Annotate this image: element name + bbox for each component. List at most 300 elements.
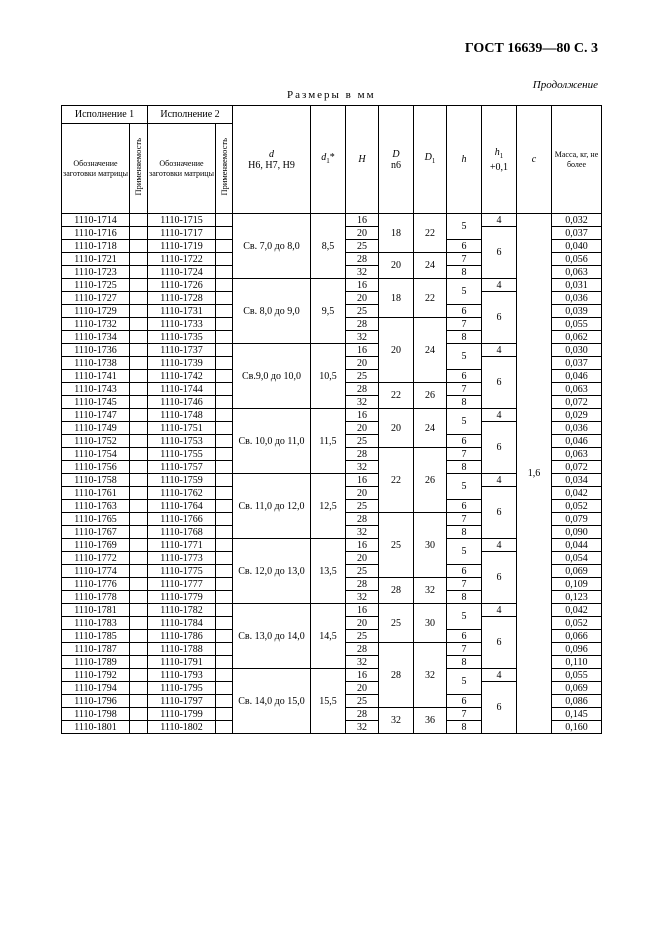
H-value: 28	[346, 448, 379, 461]
h-value: 6	[447, 305, 482, 318]
D1-value: 24	[414, 318, 447, 383]
h-value: 8	[447, 591, 482, 604]
applicability-1	[130, 578, 148, 591]
h-value: 7	[447, 383, 482, 396]
D1-value: 22	[414, 214, 447, 253]
applicability-2	[216, 656, 233, 669]
designation-1: 1110-1796	[62, 695, 130, 708]
designation-1: 1110-1761	[62, 487, 130, 500]
designation-header-2: Обозначение заготовки матрицы	[148, 124, 216, 214]
mass-value: 0,052	[552, 617, 602, 630]
designation-2: 1110-1764	[148, 500, 216, 513]
d1-value: 9,5	[311, 279, 346, 344]
table-body	[62, 214, 602, 734]
H-value: 20	[346, 682, 379, 695]
variant2-header: Исполнение 2	[148, 106, 233, 124]
applicability-2	[216, 409, 233, 422]
designation-2: 1110-1775	[148, 565, 216, 578]
designation-1: 1110-1787	[62, 643, 130, 656]
h-value: 6	[447, 695, 482, 708]
applicability-1	[130, 344, 148, 357]
applicability-1	[130, 318, 148, 331]
designation-2: 1110-1742	[148, 370, 216, 383]
h1-value: 4	[482, 344, 517, 357]
mass-value: 0,034	[552, 474, 602, 487]
designation-1: 1110-1747	[62, 409, 130, 422]
designation-2: 1110-1779	[148, 591, 216, 604]
h-value: 5	[447, 604, 482, 630]
h-value: 8	[447, 526, 482, 539]
H-value: 25	[346, 435, 379, 448]
designation-1: 1110-1738	[62, 357, 130, 370]
applicability-1	[130, 565, 148, 578]
D-value: 20	[379, 318, 414, 383]
designation-2: 1110-1731	[148, 305, 216, 318]
applicability-2	[216, 383, 233, 396]
applicability-2	[216, 422, 233, 435]
designation-2: 1110-1748	[148, 409, 216, 422]
designation-2: 1110-1799	[148, 708, 216, 721]
d1-value: 13,5	[311, 539, 346, 604]
h-value: 5	[447, 214, 482, 240]
H-value: 25	[346, 565, 379, 578]
mass-value: 0,063	[552, 383, 602, 396]
D1-value: 32	[414, 578, 447, 604]
designation-2: 1110-1791	[148, 656, 216, 669]
applicability-2	[216, 227, 233, 240]
applicability-2	[216, 695, 233, 708]
H-value: 32	[346, 721, 379, 734]
H-value: 16	[346, 604, 379, 617]
h-value: 5	[447, 474, 482, 500]
h-value: 6	[447, 370, 482, 383]
h-header: h	[447, 106, 482, 214]
designation-1: 1110-1763	[62, 500, 130, 513]
h-value: 6	[447, 435, 482, 448]
applicability-2	[216, 331, 233, 344]
H-value: 32	[346, 266, 379, 279]
applicability-1	[130, 357, 148, 370]
D-value: 25	[379, 604, 414, 643]
designation-2: 1110-1753	[148, 435, 216, 448]
D1-value: 30	[414, 513, 447, 578]
h1-value: 6	[482, 682, 517, 734]
h-value: 5	[447, 279, 482, 305]
designation-1: 1110-1743	[62, 383, 130, 396]
designation-2: 1110-1793	[148, 669, 216, 682]
applicability-1	[130, 461, 148, 474]
H-value: 20	[346, 422, 379, 435]
mass-value: 0,063	[552, 266, 602, 279]
mass-value: 0,123	[552, 591, 602, 604]
applicability-1	[130, 279, 148, 292]
h-value: 7	[447, 253, 482, 266]
applicability-1	[130, 604, 148, 617]
applicability-1	[130, 292, 148, 305]
h1-value: 6	[482, 617, 517, 669]
designation-2: 1110-1773	[148, 552, 216, 565]
d1-value: 8,5	[311, 214, 346, 279]
D1-value: 36	[414, 708, 447, 734]
h-value: 7	[447, 448, 482, 461]
H-value: 32	[346, 331, 379, 344]
applicability-1	[130, 448, 148, 461]
designation-2: 1110-1746	[148, 396, 216, 409]
mass-value: 0,055	[552, 669, 602, 682]
H-value: 28	[346, 253, 379, 266]
table-caption: Размеры в мм	[287, 89, 376, 101]
h-value: 8	[447, 266, 482, 279]
designation-1: 1110-1772	[62, 552, 130, 565]
mass-value: 0,044	[552, 539, 602, 552]
h1-value: 6	[482, 227, 517, 279]
D-value: 28	[379, 578, 414, 604]
mass-header: Масса, кг, не более	[552, 106, 602, 214]
D-value: 22	[379, 383, 414, 409]
designation-2: 1110-1724	[148, 266, 216, 279]
applicability-1	[130, 409, 148, 422]
H-value: 16	[346, 474, 379, 487]
designation-1: 1110-1792	[62, 669, 130, 682]
table-row	[62, 214, 602, 227]
d-range: Св. 7,0 до 8,0	[233, 214, 311, 279]
designation-2: 1110-1717	[148, 227, 216, 240]
designation-1: 1110-1727	[62, 292, 130, 305]
designation-1: 1110-1725	[62, 279, 130, 292]
H-value: 25	[346, 500, 379, 513]
d-header: d H6, H7, H9	[233, 106, 311, 214]
H-value: 32	[346, 656, 379, 669]
applicability-2	[216, 305, 233, 318]
applicability-2	[216, 396, 233, 409]
applicability-1	[130, 240, 148, 253]
H-value: 32	[346, 396, 379, 409]
designation-1: 1110-1716	[62, 227, 130, 240]
H-value: 25	[346, 240, 379, 253]
applicability-2	[216, 630, 233, 643]
designation-2: 1110-1797	[148, 695, 216, 708]
H-value: 28	[346, 708, 379, 721]
mass-value: 0,032	[552, 214, 602, 227]
applicability-2	[216, 292, 233, 305]
mass-value: 0,042	[552, 604, 602, 617]
applicability-header-2: Применяемость	[216, 124, 233, 214]
applicability-2	[216, 669, 233, 682]
designation-1: 1110-1723	[62, 266, 130, 279]
h-value: 8	[447, 396, 482, 409]
designation-1: 1110-1783	[62, 617, 130, 630]
dimensions-table	[61, 105, 602, 734]
H-value: 25	[346, 695, 379, 708]
h-value: 8	[447, 721, 482, 734]
applicability-2	[216, 500, 233, 513]
designation-1: 1110-1736	[62, 344, 130, 357]
designation-2: 1110-1788	[148, 643, 216, 656]
H-value: 28	[346, 643, 379, 656]
h1-value: 4	[482, 539, 517, 552]
applicability-2	[216, 461, 233, 474]
applicability-1	[130, 526, 148, 539]
designation-2: 1110-1762	[148, 487, 216, 500]
H-value: 20	[346, 357, 379, 370]
D1-header: $D_1$	[414, 106, 447, 214]
applicability-2	[216, 552, 233, 565]
H-value: 20	[346, 552, 379, 565]
designation-2: 1110-1737	[148, 344, 216, 357]
mass-value: 0,046	[552, 370, 602, 383]
d-range: Св. 12,0 до 13,0	[233, 539, 311, 604]
H-value: 32	[346, 591, 379, 604]
H-value: 28	[346, 513, 379, 526]
designation-1: 1110-1774	[62, 565, 130, 578]
applicability-2	[216, 266, 233, 279]
h1-value: 6	[482, 487, 517, 539]
h-value: 5	[447, 539, 482, 565]
applicability-2	[216, 240, 233, 253]
designation-1: 1110-1754	[62, 448, 130, 461]
D-value: 18	[379, 279, 414, 318]
applicability-1	[130, 214, 148, 227]
h-value: 8	[447, 461, 482, 474]
h1-value: 6	[482, 422, 517, 474]
mass-value: 0,039	[552, 305, 602, 318]
d-range: Св. 14,0 до 15,0	[233, 669, 311, 734]
H-header: H	[346, 106, 379, 214]
applicability-2	[216, 279, 233, 292]
designation-header-1: Обозначение заготовки матрицы	[62, 124, 130, 214]
applicability-1	[130, 435, 148, 448]
designation-2: 1110-1755	[148, 448, 216, 461]
designation-1: 1110-1721	[62, 253, 130, 266]
H-value: 20	[346, 487, 379, 500]
d1-value: 11,5	[311, 409, 346, 474]
h-value: 6	[447, 565, 482, 578]
designation-1: 1110-1732	[62, 318, 130, 331]
h-value: 6	[447, 240, 482, 253]
applicability-2	[216, 214, 233, 227]
D-value: 32	[379, 708, 414, 734]
designation-2: 1110-1766	[148, 513, 216, 526]
mass-value: 0,096	[552, 643, 602, 656]
mass-value: 0,036	[552, 292, 602, 305]
designation-1: 1110-1714	[62, 214, 130, 227]
applicability-1	[130, 500, 148, 513]
H-value: 16	[346, 669, 379, 682]
H-value: 20	[346, 292, 379, 305]
applicability-2	[216, 617, 233, 630]
applicability-1	[130, 656, 148, 669]
applicability-1	[130, 422, 148, 435]
D-value: 20	[379, 253, 414, 279]
mass-value: 0,086	[552, 695, 602, 708]
mass-value: 0,062	[552, 331, 602, 344]
H-value: 16	[346, 279, 379, 292]
h1-value: 4	[482, 604, 517, 617]
applicability-1	[130, 396, 148, 409]
mass-value: 0,040	[552, 240, 602, 253]
applicability-1	[130, 539, 148, 552]
applicability-1	[130, 552, 148, 565]
designation-1: 1110-1794	[62, 682, 130, 695]
d-range: Св. 11,0 до 12,0	[233, 474, 311, 539]
designation-1: 1110-1781	[62, 604, 130, 617]
designation-1: 1110-1798	[62, 708, 130, 721]
applicability-1	[130, 643, 148, 656]
mass-value: 0,030	[552, 344, 602, 357]
designation-1: 1110-1758	[62, 474, 130, 487]
designation-1: 1110-1789	[62, 656, 130, 669]
h-value: 7	[447, 513, 482, 526]
d1-value: 14,5	[311, 604, 346, 669]
mass-value: 0,046	[552, 435, 602, 448]
d-range: Св. 10,0 до 11,0	[233, 409, 311, 474]
D1-value: 32	[414, 643, 447, 708]
designation-2: 1110-1728	[148, 292, 216, 305]
d1-header: $d_1*$	[311, 106, 346, 214]
H-value: 16	[346, 214, 379, 227]
H-value: 16	[346, 539, 379, 552]
mass-value: 0,109	[552, 578, 602, 591]
D-value: 22	[379, 448, 414, 513]
D1-value: 30	[414, 604, 447, 643]
designation-2: 1110-1786	[148, 630, 216, 643]
mass-value: 0,055	[552, 318, 602, 331]
applicability-2	[216, 474, 233, 487]
designation-2: 1110-1784	[148, 617, 216, 630]
applicability-2	[216, 643, 233, 656]
h-value: 8	[447, 331, 482, 344]
mass-value: 0,029	[552, 409, 602, 422]
H-value: 20	[346, 617, 379, 630]
h1-value: 4	[482, 669, 517, 682]
mass-value: 0,036	[552, 422, 602, 435]
applicability-2	[216, 318, 233, 331]
designation-1: 1110-1778	[62, 591, 130, 604]
applicability-1	[130, 721, 148, 734]
variant1-header: Исполнение 1	[62, 106, 148, 124]
d-range: Св. 13,0 до 14,0	[233, 604, 311, 669]
designation-1: 1110-1785	[62, 630, 130, 643]
designation-1: 1110-1776	[62, 578, 130, 591]
d1-value: 12,5	[311, 474, 346, 539]
document-reference: ГОСТ 16639—80 С. 3	[464, 41, 598, 56]
h-value: 6	[447, 500, 482, 513]
designation-1: 1110-1729	[62, 305, 130, 318]
designation-1: 1110-1769	[62, 539, 130, 552]
mass-value: 0,042	[552, 487, 602, 500]
mass-value: 0,052	[552, 500, 602, 513]
H-value: 16	[346, 344, 379, 357]
H-value: 16	[346, 409, 379, 422]
mass-value: 0,066	[552, 630, 602, 643]
mass-value: 0,145	[552, 708, 602, 721]
h1-header: $h_1$ +0,1	[482, 106, 517, 214]
H-value: 32	[346, 461, 379, 474]
designation-2: 1110-1733	[148, 318, 216, 331]
designation-2: 1110-1744	[148, 383, 216, 396]
applicability-1	[130, 253, 148, 266]
applicability-1	[130, 695, 148, 708]
applicability-1	[130, 383, 148, 396]
H-value: 28	[346, 578, 379, 591]
D-value: 25	[379, 513, 414, 578]
D1-value: 24	[414, 409, 447, 448]
applicability-2	[216, 513, 233, 526]
designation-1: 1110-1756	[62, 461, 130, 474]
designation-2: 1110-1795	[148, 682, 216, 695]
applicability-1	[130, 331, 148, 344]
mass-value: 0,072	[552, 461, 602, 474]
designation-1: 1110-1745	[62, 396, 130, 409]
designation-1: 1110-1749	[62, 422, 130, 435]
designation-1: 1110-1752	[62, 435, 130, 448]
mass-value: 0,110	[552, 656, 602, 669]
designation-1: 1110-1765	[62, 513, 130, 526]
h1-value: 4	[482, 409, 517, 422]
applicability-1	[130, 669, 148, 682]
designation-2: 1110-1759	[148, 474, 216, 487]
d-range: Св. 8,0 до 9,0	[233, 279, 311, 344]
applicability-1	[130, 682, 148, 695]
designation-2: 1110-1726	[148, 279, 216, 292]
h-value: 5	[447, 344, 482, 370]
mass-value: 0,037	[552, 227, 602, 240]
designation-2: 1110-1722	[148, 253, 216, 266]
designation-1: 1110-1734	[62, 331, 130, 344]
applicability-1	[130, 370, 148, 383]
designation-1: 1110-1801	[62, 721, 130, 734]
designation-1: 1110-1718	[62, 240, 130, 253]
designation-1: 1110-1767	[62, 526, 130, 539]
applicability-1	[130, 474, 148, 487]
applicability-2	[216, 370, 233, 383]
mass-value: 0,072	[552, 396, 602, 409]
applicability-1	[130, 227, 148, 240]
d-range: Св.9,0 до 10,0	[233, 344, 311, 409]
H-value: 20	[346, 227, 379, 240]
c-value: 1,6	[517, 214, 552, 734]
designation-2: 1110-1735	[148, 331, 216, 344]
h-value: 5	[447, 409, 482, 435]
designation-2: 1110-1771	[148, 539, 216, 552]
h-value: 8	[447, 656, 482, 669]
D-header: D n6	[379, 106, 414, 214]
h1-value: 6	[482, 552, 517, 604]
applicability-1	[130, 266, 148, 279]
h-value: 6	[447, 630, 482, 643]
H-value: 25	[346, 370, 379, 383]
D1-value: 26	[414, 383, 447, 409]
D1-value: 24	[414, 253, 447, 279]
h-value: 7	[447, 318, 482, 331]
applicability-2	[216, 591, 233, 604]
D-value: 18	[379, 214, 414, 253]
applicability-2	[216, 526, 233, 539]
h-value: 7	[447, 643, 482, 656]
designation-2: 1110-1719	[148, 240, 216, 253]
designation-1: 1110-1741	[62, 370, 130, 383]
applicability-2	[216, 682, 233, 695]
applicability-1	[130, 591, 148, 604]
mass-value: 0,090	[552, 526, 602, 539]
H-value: 28	[346, 318, 379, 331]
D-value: 28	[379, 643, 414, 708]
applicability-2	[216, 539, 233, 552]
applicability-2	[216, 487, 233, 500]
h-value: 5	[447, 669, 482, 695]
applicability-2	[216, 708, 233, 721]
h1-value: 6	[482, 357, 517, 409]
